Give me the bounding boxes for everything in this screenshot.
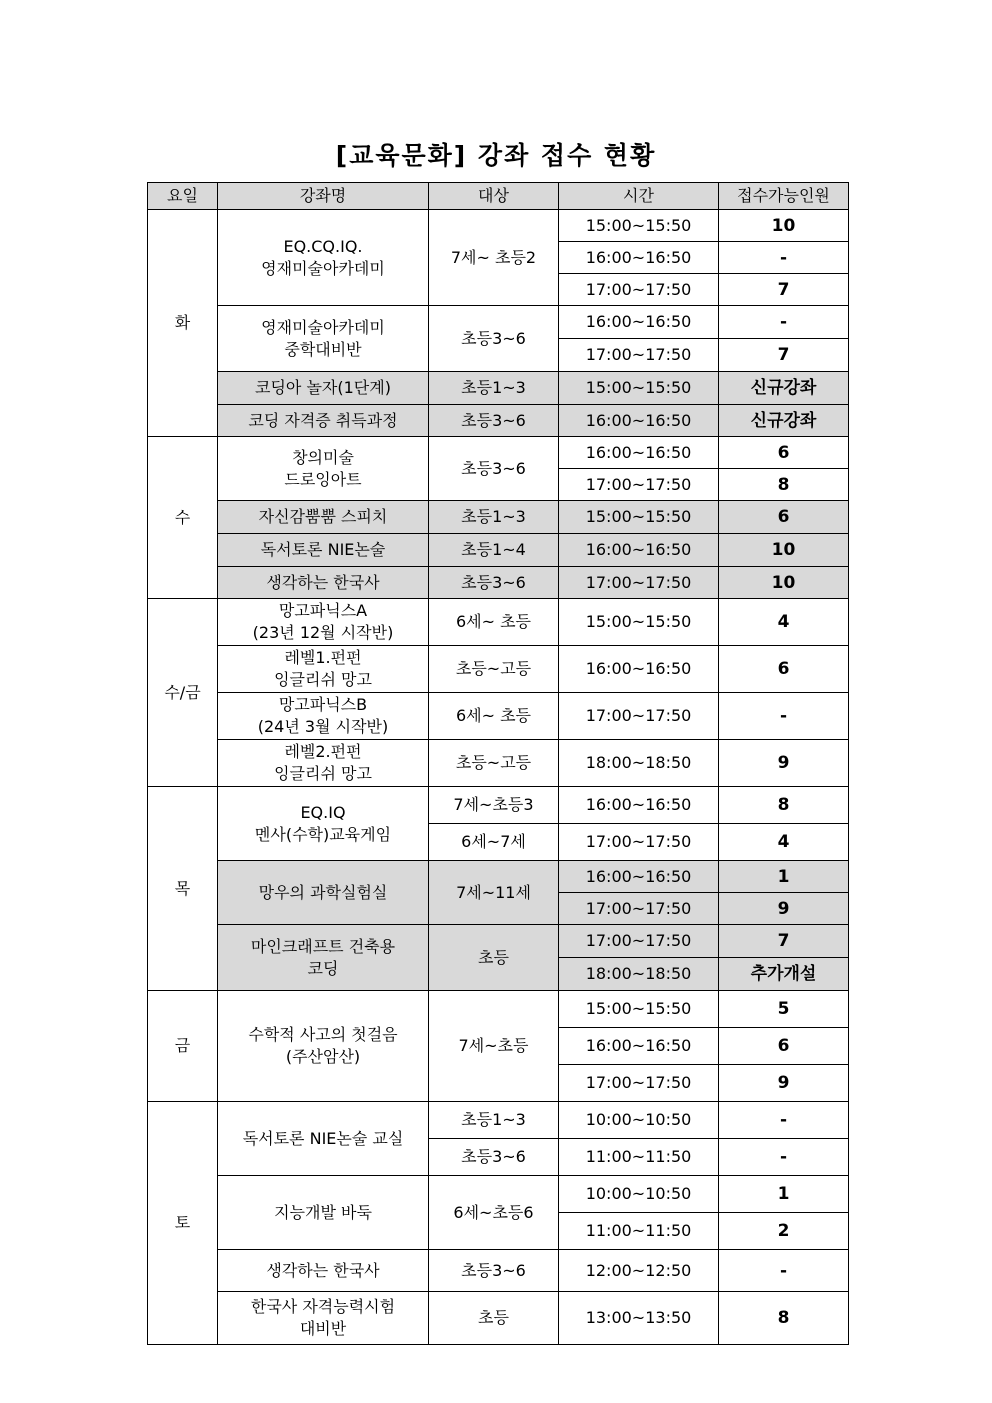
target-cell: 7세~초등3	[429, 787, 559, 824]
table-row	[148, 1102, 849, 1139]
seats-cell: 8	[719, 469, 849, 501]
seats-cell: 10	[719, 567, 849, 599]
target-cell: 6세~ 초등	[429, 599, 559, 646]
target-cell: 초등~고등	[429, 740, 559, 787]
seats-cell: 추가개설	[719, 958, 849, 991]
course-name: EQ.CQ.IQ. 영재미술아카데미	[218, 210, 429, 306]
course-name: 독서토론 NIE논술 교실	[218, 1102, 429, 1176]
page-title: [교육문화] 강좌 접수 현황	[335, 141, 657, 170]
header-course: 강좌명	[218, 183, 429, 210]
course-name: 창의미술 드로잉아트	[218, 437, 429, 501]
seats-cell: -	[719, 1139, 849, 1176]
seats-cell: 7	[719, 339, 849, 372]
time-cell: 17:00~17:50	[559, 567, 719, 599]
seats-cell: -	[719, 1102, 849, 1139]
target-cell: 초등3~6	[429, 437, 559, 501]
target-cell: 초등	[429, 925, 559, 991]
day-cell: 수	[148, 437, 218, 599]
time-cell: 16:00~16:50	[559, 534, 719, 567]
time-cell: 16:00~16:50	[559, 437, 719, 469]
seats-cell: 신규강좌	[719, 405, 849, 437]
table-row	[148, 306, 849, 339]
target-cell: 6세~7세	[429, 824, 559, 861]
seats-cell: 6	[719, 1028, 849, 1065]
header-time: 시간	[559, 183, 719, 210]
course-name: 레벨2.펀펀 잉글리쉬 망고	[218, 740, 429, 787]
table-row	[148, 437, 849, 469]
course-name: 망우의 과학실험실	[218, 861, 429, 925]
time-cell: 17:00~17:50	[559, 339, 719, 372]
table-row	[148, 646, 849, 693]
seats-cell: 6	[719, 437, 849, 469]
table-row	[148, 787, 849, 824]
time-cell: 18:00~18:50	[559, 958, 719, 991]
time-cell: 15:00~15:50	[559, 599, 719, 646]
time-cell: 10:00~10:50	[559, 1102, 719, 1139]
course-name: 생각하는 한국사	[218, 567, 429, 599]
seats-cell: 5	[719, 991, 849, 1028]
header-seats: 접수가능인원	[719, 183, 849, 210]
time-cell: 15:00~15:50	[559, 501, 719, 534]
target-cell: 초등3~6	[429, 1139, 559, 1176]
time-cell: 17:00~17:50	[559, 693, 719, 740]
table-row	[148, 210, 849, 242]
time-cell: 16:00~16:50	[559, 861, 719, 893]
target-cell: 초등3~6	[429, 405, 559, 437]
time-cell: 15:00~15:50	[559, 991, 719, 1028]
target-cell: 초등3~6	[429, 567, 559, 599]
day-cell: 수/금	[148, 599, 218, 787]
seats-cell: 신규강좌	[719, 372, 849, 405]
seats-cell: 1	[719, 861, 849, 893]
table-row	[148, 740, 849, 787]
target-cell: 7세~ 초등2	[429, 210, 559, 306]
target-cell: 6세~초등6	[429, 1176, 559, 1250]
time-cell: 18:00~18:50	[559, 740, 719, 787]
time-cell: 17:00~17:50	[559, 824, 719, 861]
course-name: 수학적 사고의 첫걸음 (주산암산)	[218, 991, 429, 1102]
seats-cell: 9	[719, 740, 849, 787]
course-name: 자신감뿜뿜 스피치	[218, 501, 429, 534]
course-table	[147, 182, 849, 1345]
seats-cell: 10	[719, 210, 849, 242]
seats-cell: -	[719, 242, 849, 274]
time-cell: 11:00~11:50	[559, 1213, 719, 1250]
day-cell: 토	[148, 1102, 218, 1345]
table-row	[148, 372, 849, 405]
seats-cell: 6	[719, 501, 849, 534]
seats-cell: 1	[719, 1176, 849, 1213]
time-cell: 16:00~16:50	[559, 1028, 719, 1065]
course-name: 마인크래프트 건축용 코딩	[218, 925, 429, 991]
time-cell: 16:00~16:50	[559, 646, 719, 693]
target-cell: 초등~고등	[429, 646, 559, 693]
target-cell: 초등1~3	[429, 1102, 559, 1139]
course-name: 망고파닉스B (24년 3월 시작반)	[218, 693, 429, 740]
target-cell: 초등1~3	[429, 372, 559, 405]
seats-cell: 8	[719, 1292, 849, 1345]
seats-cell: 9	[719, 893, 849, 925]
seats-cell: 7	[719, 274, 849, 306]
table-row	[148, 1176, 849, 1213]
time-cell: 17:00~17:50	[559, 925, 719, 958]
table-row	[148, 599, 849, 646]
time-cell: 17:00~17:50	[559, 274, 719, 306]
table-row	[148, 501, 849, 534]
table-row	[148, 1250, 849, 1292]
course-name: 독서토론 NIE논술	[218, 534, 429, 567]
seats-cell: 7	[719, 925, 849, 958]
day-cell: 목	[148, 787, 218, 991]
course-name: 코딩아 놀자(1단계)	[218, 372, 429, 405]
time-cell: 15:00~15:50	[559, 210, 719, 242]
day-cell: 화	[148, 210, 218, 437]
seats-cell: -	[719, 306, 849, 339]
target-cell: 초등	[429, 1292, 559, 1345]
table-row	[148, 1292, 849, 1345]
table-row	[148, 567, 849, 599]
table-row	[148, 861, 849, 893]
time-cell: 17:00~17:50	[559, 1065, 719, 1102]
time-cell: 12:00~12:50	[559, 1250, 719, 1292]
header-row	[148, 183, 849, 210]
target-cell: 초등3~6	[429, 306, 559, 372]
target-cell: 7세~11세	[429, 861, 559, 925]
seats-cell: 4	[719, 824, 849, 861]
course-name: 지능개발 바둑	[218, 1176, 429, 1250]
header-day: 요일	[148, 183, 218, 210]
target-cell: 초등1~4	[429, 534, 559, 567]
table-row	[148, 991, 849, 1028]
time-cell: 15:00~15:50	[559, 372, 719, 405]
target-cell: 7세~초등	[429, 991, 559, 1102]
time-cell: 10:00~10:50	[559, 1176, 719, 1213]
course-name: 망고파닉스A (23년 12월 시작반)	[218, 599, 429, 646]
target-cell: 초등1~3	[429, 501, 559, 534]
seats-cell: 8	[719, 787, 849, 824]
time-cell: 13:00~13:50	[559, 1292, 719, 1345]
course-name: EQ.IQ 멘사(수학)교육게임	[218, 787, 429, 861]
time-cell: 11:00~11:50	[559, 1139, 719, 1176]
seats-cell: 9	[719, 1065, 849, 1102]
seats-cell: -	[719, 1250, 849, 1292]
seats-cell: 10	[719, 534, 849, 567]
header-target: 대상	[429, 183, 559, 210]
course-name: 생각하는 한국사	[218, 1250, 429, 1292]
time-cell: 17:00~17:50	[559, 469, 719, 501]
target-cell: 6세~ 초등	[429, 693, 559, 740]
table-row	[148, 534, 849, 567]
time-cell: 16:00~16:50	[559, 242, 719, 274]
target-cell: 초등3~6	[429, 1250, 559, 1292]
seats-cell: -	[719, 693, 849, 740]
table-row	[148, 405, 849, 437]
course-name: 한국사 자격능력시험 대비반	[218, 1292, 429, 1345]
seats-cell: 2	[719, 1213, 849, 1250]
time-cell: 16:00~16:50	[559, 306, 719, 339]
time-cell: 16:00~16:50	[559, 787, 719, 824]
table-row	[148, 925, 849, 958]
day-cell: 금	[148, 991, 218, 1102]
table-row	[148, 693, 849, 740]
course-name: 레벨1.펀펀 잉글리쉬 망고	[218, 646, 429, 693]
seats-cell: 4	[719, 599, 849, 646]
course-name: 영재미술아카데미 중학대비반	[218, 306, 429, 372]
time-cell: 17:00~17:50	[559, 893, 719, 925]
course-name: 코딩 자격증 취득과정	[218, 405, 429, 437]
time-cell: 16:00~16:50	[559, 405, 719, 437]
seats-cell: 6	[719, 646, 849, 693]
